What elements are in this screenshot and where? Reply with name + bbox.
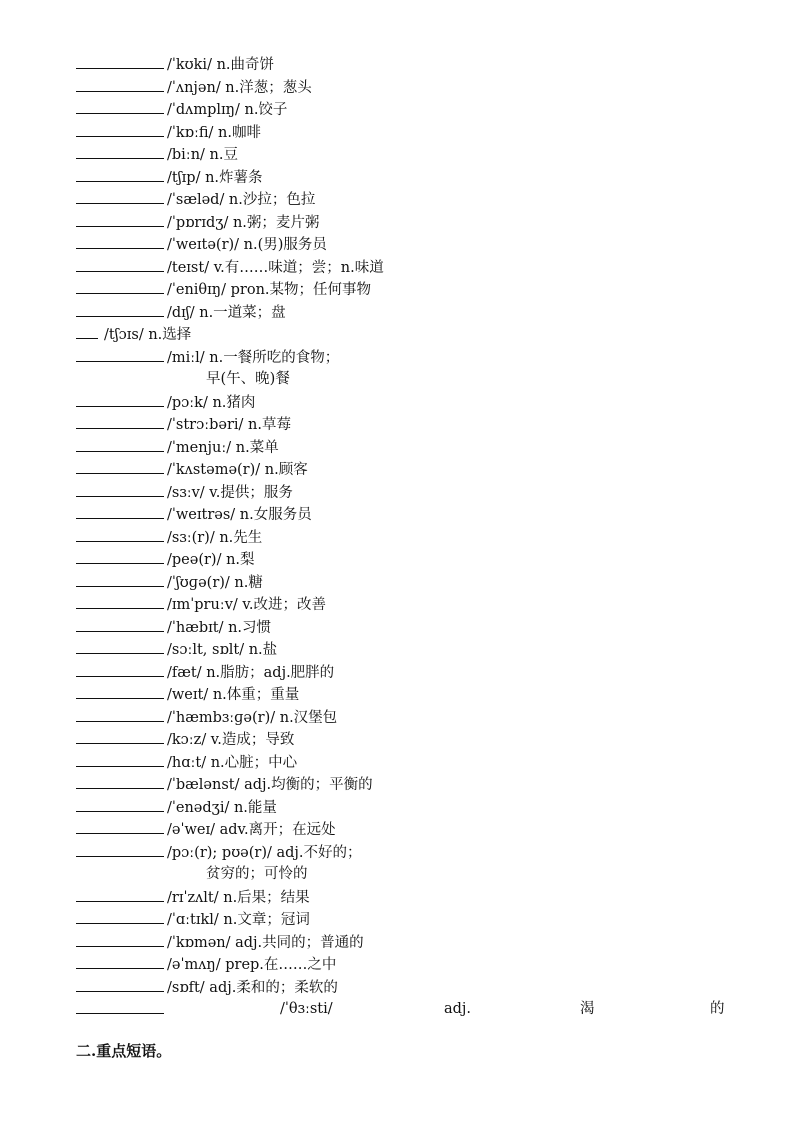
vocab-row — [76, 616, 736, 639]
word-entry: /ˈkɒmən/ adj.共同的；普通的 — [167, 934, 364, 951]
word-entry: /ˈweɪtə(r)/ n.(男)服务员 — [167, 237, 327, 253]
word-entry: /əˈweɪ/ adv.离开；在远处 — [167, 822, 336, 838]
answer-blank[interactable] — [76, 436, 164, 452]
vocab-row — [76, 796, 736, 819]
answer-blank[interactable] — [76, 346, 164, 362]
answer-blank[interactable] — [76, 76, 164, 92]
vocab-row — [76, 818, 736, 841]
answer-blank[interactable] — [76, 301, 164, 317]
word-entry: /ˈmenjuː/ n.菜单 — [167, 439, 279, 456]
vocab-row — [76, 638, 736, 661]
word-entry: /ˈsæləd/ n.沙拉；色拉 — [167, 192, 316, 208]
word-entry: /ˈʌnjən/ n.洋葱；葱头 — [167, 79, 312, 96]
word-entry: /sɔːlt, sɒlt/ n.盐 — [167, 642, 278, 658]
vocab-row — [76, 436, 736, 459]
part-of-speech: adj. — [444, 1001, 472, 1017]
answer-blank[interactable] — [76, 526, 164, 542]
answer-blank[interactable] — [76, 143, 164, 159]
vocab-row — [76, 53, 736, 76]
answer-blank[interactable] — [76, 818, 164, 834]
answer-blank[interactable] — [76, 638, 164, 654]
answer-blank[interactable] — [76, 953, 164, 969]
answer-blank[interactable] — [76, 211, 164, 227]
word-entry: /ˈbælənst/ adj.均衡的；平衡的 — [167, 777, 373, 793]
vocab-row — [76, 683, 736, 706]
answer-blank[interactable] — [76, 998, 164, 1014]
word-entry: /tʃɔɪs/ n.选择 — [104, 327, 192, 343]
answer-blank[interactable] — [76, 616, 164, 632]
word-entry: 贫穷的；可怜的 — [206, 866, 308, 882]
answer-blank[interactable] — [76, 661, 164, 677]
answer-blank[interactable] — [76, 98, 164, 114]
vocab-row — [76, 143, 736, 166]
answer-blank[interactable] — [76, 458, 164, 474]
word-entry: /rɪˈzʌlt/ n.后果；结果 — [167, 889, 310, 906]
answer-blank[interactable] — [76, 391, 164, 407]
vocab-row — [76, 661, 736, 684]
answer-blank[interactable] — [76, 53, 164, 69]
vocab-row — [76, 751, 736, 774]
word-entry: /pɔː(r); pʊə(r)/ adj.不好的； — [167, 844, 362, 861]
word-entry: /ˈkɒːfi/ n.咖啡 — [167, 124, 261, 141]
meaning-char: 渴 — [580, 1001, 595, 1017]
answer-blank[interactable] — [76, 323, 98, 339]
word-entry: /ˈɑːtɪkl/ n.文章；冠词 — [167, 912, 310, 928]
word-entry: /tʃɪp/ n.炸薯条 — [167, 169, 263, 186]
word-entry: /ˈhæmbɜːɡə(r)/ n.汉堡包 — [167, 709, 338, 726]
word-entry: /hɑːt/ n.心脏；中心 — [167, 754, 298, 771]
word-entry: /ˈhæbɪt/ n.习惯 — [167, 619, 272, 636]
word-entry: /ˈʃʊɡə(r)/ n.糖 — [167, 574, 263, 591]
vocab-row — [76, 98, 736, 121]
vocab-row — [76, 256, 736, 279]
vocab-row — [76, 188, 736, 211]
word-entry: /ˈpɒrɪdʒ/ n.粥；麦片粥 — [167, 214, 320, 231]
vocab-row — [76, 976, 736, 999]
answer-blank[interactable] — [76, 841, 164, 857]
word-entry: /sɒft/ adj.柔和的；柔软的 — [167, 979, 338, 996]
vocab-row-last — [76, 998, 726, 1021]
vocab-row — [76, 706, 736, 729]
answer-blank[interactable] — [76, 908, 164, 924]
answer-blank[interactable] — [76, 503, 164, 519]
answer-blank[interactable] — [76, 548, 164, 564]
answer-blank[interactable] — [76, 773, 164, 789]
word-entry: /ˈeniθɪŋ/ pron.某物；任何事物 — [167, 282, 372, 298]
meaning-char: 的 — [710, 1001, 725, 1017]
vocab-row — [76, 548, 736, 571]
vocab-row — [76, 481, 736, 504]
answer-blank[interactable] — [76, 976, 164, 992]
vocab-row — [76, 278, 736, 301]
word-entry: /dɪʃ/ n.一道菜；盘 — [167, 304, 286, 321]
word-entry: /ɪmˈpruːv/ v.改进；改善 — [167, 597, 326, 613]
answer-blank[interactable] — [76, 188, 164, 204]
word-entry: /ˈenədʒi/ n.能量 — [167, 799, 277, 816]
vocab-row — [76, 413, 736, 436]
word-entry: /ˈdʌmplɪŋ/ n.饺子 — [167, 102, 288, 118]
vocab-row — [76, 503, 736, 526]
word-entry: /peə(r)/ n.梨 — [167, 552, 255, 568]
vocab-row — [76, 121, 736, 144]
word-entry: /sɜːv/ v.提供；服务 — [167, 484, 293, 501]
vocab-row — [76, 166, 736, 189]
word-entry: /kɔːz/ v.造成；导致 — [167, 732, 295, 748]
vocab-row — [76, 886, 736, 909]
answer-blank[interactable] — [76, 481, 164, 497]
word-entry: /weɪt/ n.体重；重量 — [167, 687, 300, 703]
answer-blank[interactable] — [76, 706, 164, 722]
vocab-row — [76, 458, 736, 481]
vocab-row-continuation — [76, 368, 736, 391]
vocab-row — [76, 233, 736, 256]
vocab-row-continuation — [76, 863, 736, 886]
vocab-row — [76, 953, 736, 976]
word-entry: /ˈkʊki/ n.曲奇饼 — [167, 57, 275, 73]
vocab-row — [76, 773, 736, 796]
vocab-row — [76, 841, 736, 864]
answer-blank[interactable] — [76, 886, 164, 902]
answer-blank[interactable] — [76, 728, 164, 744]
answer-blank[interactable] — [76, 166, 164, 182]
answer-blank[interactable] — [76, 413, 164, 429]
word-entry: /sɜː(r)/ n.先生 — [167, 529, 263, 546]
answer-blank[interactable] — [76, 256, 164, 272]
word-entry: /ˈkʌstəmə(r)/ n.顾客 — [167, 462, 308, 478]
answer-blank[interactable] — [76, 233, 164, 249]
answer-blank[interactable] — [76, 796, 164, 812]
word-entry: /miːl/ n.一餐所吃的食物； — [167, 349, 340, 366]
word-entry: /teɪst/ v.有……味道；尝；n.味道 — [167, 259, 384, 276]
word-entry: /əˈmʌŋ/ prep.在……之中 — [167, 957, 337, 973]
vocab-row — [76, 728, 736, 751]
word-entry: /biːn/ n.豆 — [167, 147, 238, 163]
word-entry: /ˈstrɔːbəri/ n.草莓 — [167, 417, 291, 433]
word-entry: /ˈweɪtrəs/ n.女服务员 — [167, 507, 312, 523]
vocab-row — [76, 346, 736, 369]
vocab-row — [76, 908, 736, 931]
answer-blank[interactable] — [76, 571, 164, 587]
vocab-row — [76, 593, 736, 616]
vocab-row — [76, 571, 736, 594]
word-entry: /fæt/ n.脂肪；adj.肥胖的 — [167, 664, 335, 681]
answer-blank[interactable] — [76, 121, 164, 137]
answer-blank[interactable] — [76, 683, 164, 699]
vocabulary-list — [76, 53, 736, 998]
word-entry: /pɔːk/ n.猪肉 — [167, 394, 256, 411]
vocab-row — [76, 931, 736, 954]
vocab-row — [76, 391, 736, 414]
answer-blank[interactable] — [76, 751, 164, 767]
vocab-row — [76, 323, 736, 346]
answer-blank[interactable] — [76, 278, 164, 294]
answer-blank[interactable] — [76, 593, 164, 609]
vocab-row — [76, 211, 736, 234]
answer-blank[interactable] — [76, 931, 164, 947]
section-heading: 二.重点短语。 — [76, 1042, 172, 1060]
vocab-row — [76, 301, 736, 324]
vocab-row — [76, 76, 736, 99]
word-entry: 早(午、晚)餐 — [206, 371, 290, 387]
phonetic: /ˈθɜːsti/ — [280, 1001, 333, 1017]
vocab-row — [76, 526, 736, 549]
